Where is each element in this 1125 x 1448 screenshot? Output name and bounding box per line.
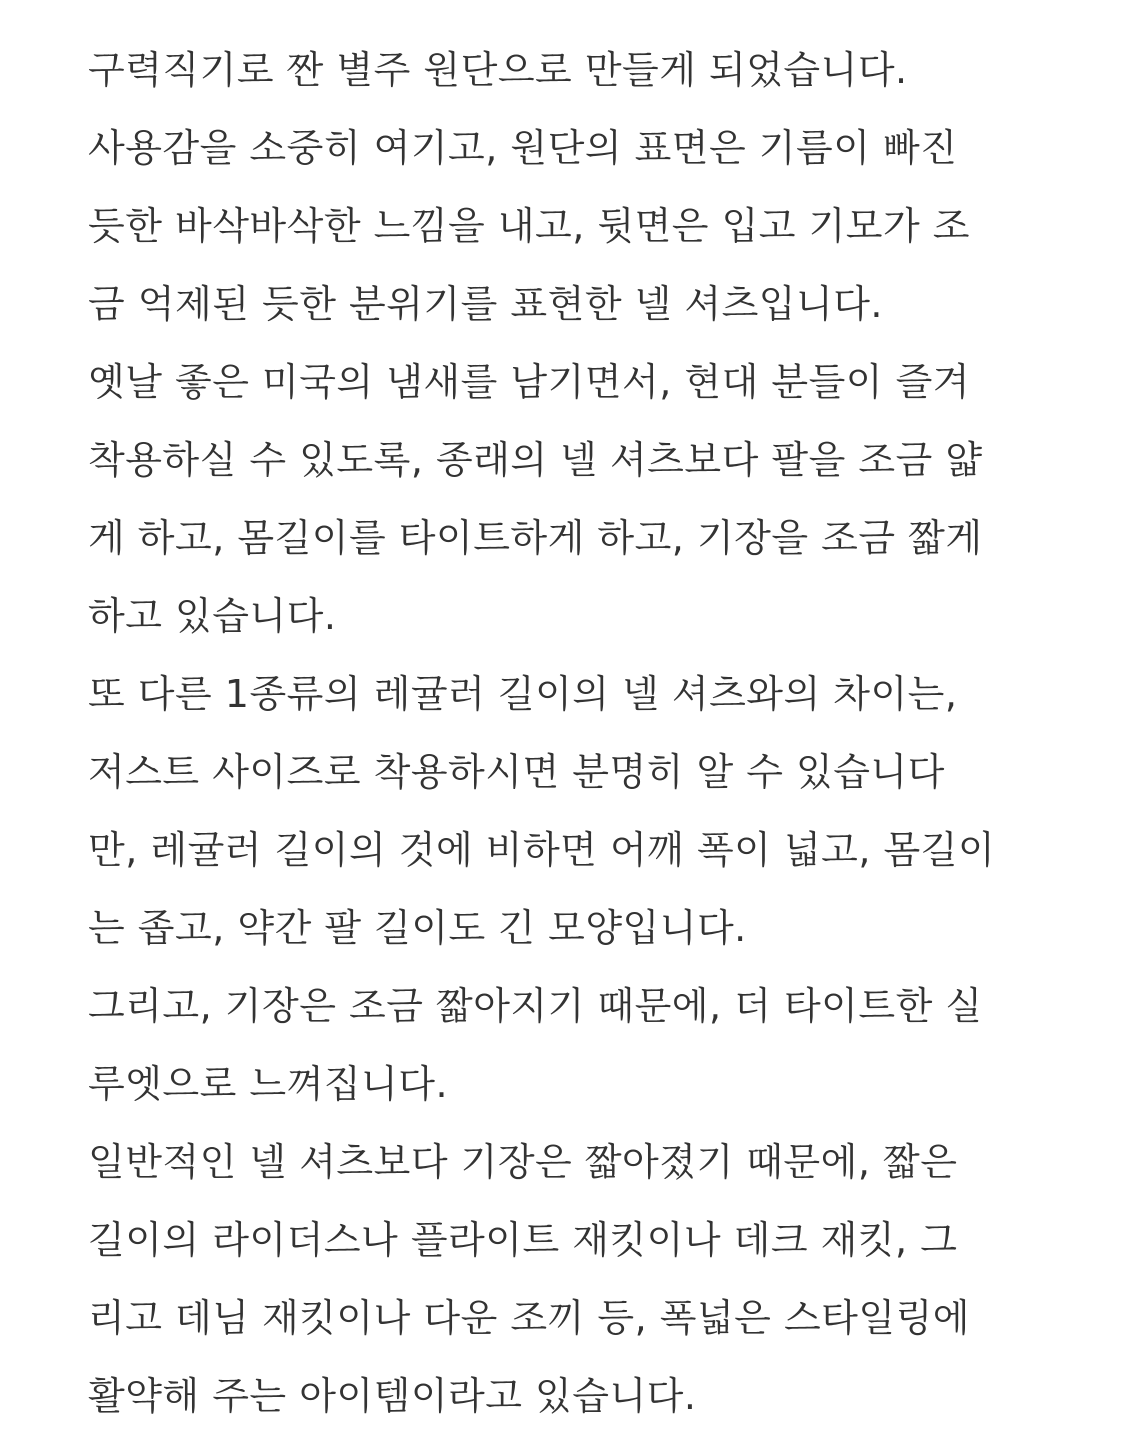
text-line: 일반적인 넬 셔츠보다 기장은 짧아졌기 때문에, 짧은 bbox=[88, 1140, 958, 1184]
text-line: 저스트 사이즈로 착용하시면 분명히 알 수 있습니다 bbox=[88, 750, 945, 794]
text-line: 는 좁고, 약간 팔 길이도 긴 모양입니다. bbox=[88, 906, 747, 950]
text-line: 듯한 바삭바삭한 느낌을 내고, 뒷면은 입고 기모가 조 bbox=[88, 204, 971, 248]
text-line: 옛날 좋은 미국의 냄새를 남기면서, 현대 분들이 즐겨 bbox=[88, 360, 971, 404]
text-line: 착용하실 수 있도록, 종래의 넬 셔츠보다 팔을 조금 얇 bbox=[88, 438, 983, 482]
text-line: 루엣으로 느껴집니다. bbox=[88, 1062, 449, 1106]
text-line: 그리고, 기장은 조금 짧아지기 때문에, 더 타이트한 실 bbox=[88, 984, 983, 1028]
text-line: 구력직기로 짠 별주 원단으로 만들게 되었습니다. bbox=[88, 48, 908, 92]
text-line: 하고 있습니다. bbox=[88, 594, 337, 638]
text-line: 만, 레귤러 길이의 것에 비하면 어깨 폭이 넓고, 몸길이 bbox=[88, 828, 996, 872]
text-line: 게 하고, 몸길이를 타이트하게 하고, 기장을 조금 짧게 bbox=[88, 516, 983, 560]
text-line: 금 억제된 듯한 분위기를 표현한 넬 셔츠입니다. bbox=[88, 282, 884, 326]
text-line: 길이의 라이더스나 플라이트 재킷이나 데크 재킷, 그 bbox=[88, 1218, 958, 1262]
text-line: 리고 데님 재킷이나 다운 조끼 등, 폭넓은 스타일링에 bbox=[88, 1296, 971, 1340]
text-line: 활약해 주는 아이템이라고 있습니다. bbox=[88, 1374, 697, 1418]
text-line: 사용감을 소중히 여기고, 원단의 표면은 기름이 빠진 bbox=[88, 126, 958, 170]
text-line: 또 다른 1종류의 레귤러 길이의 넬 셔츠와의 차이는, bbox=[88, 672, 958, 716]
